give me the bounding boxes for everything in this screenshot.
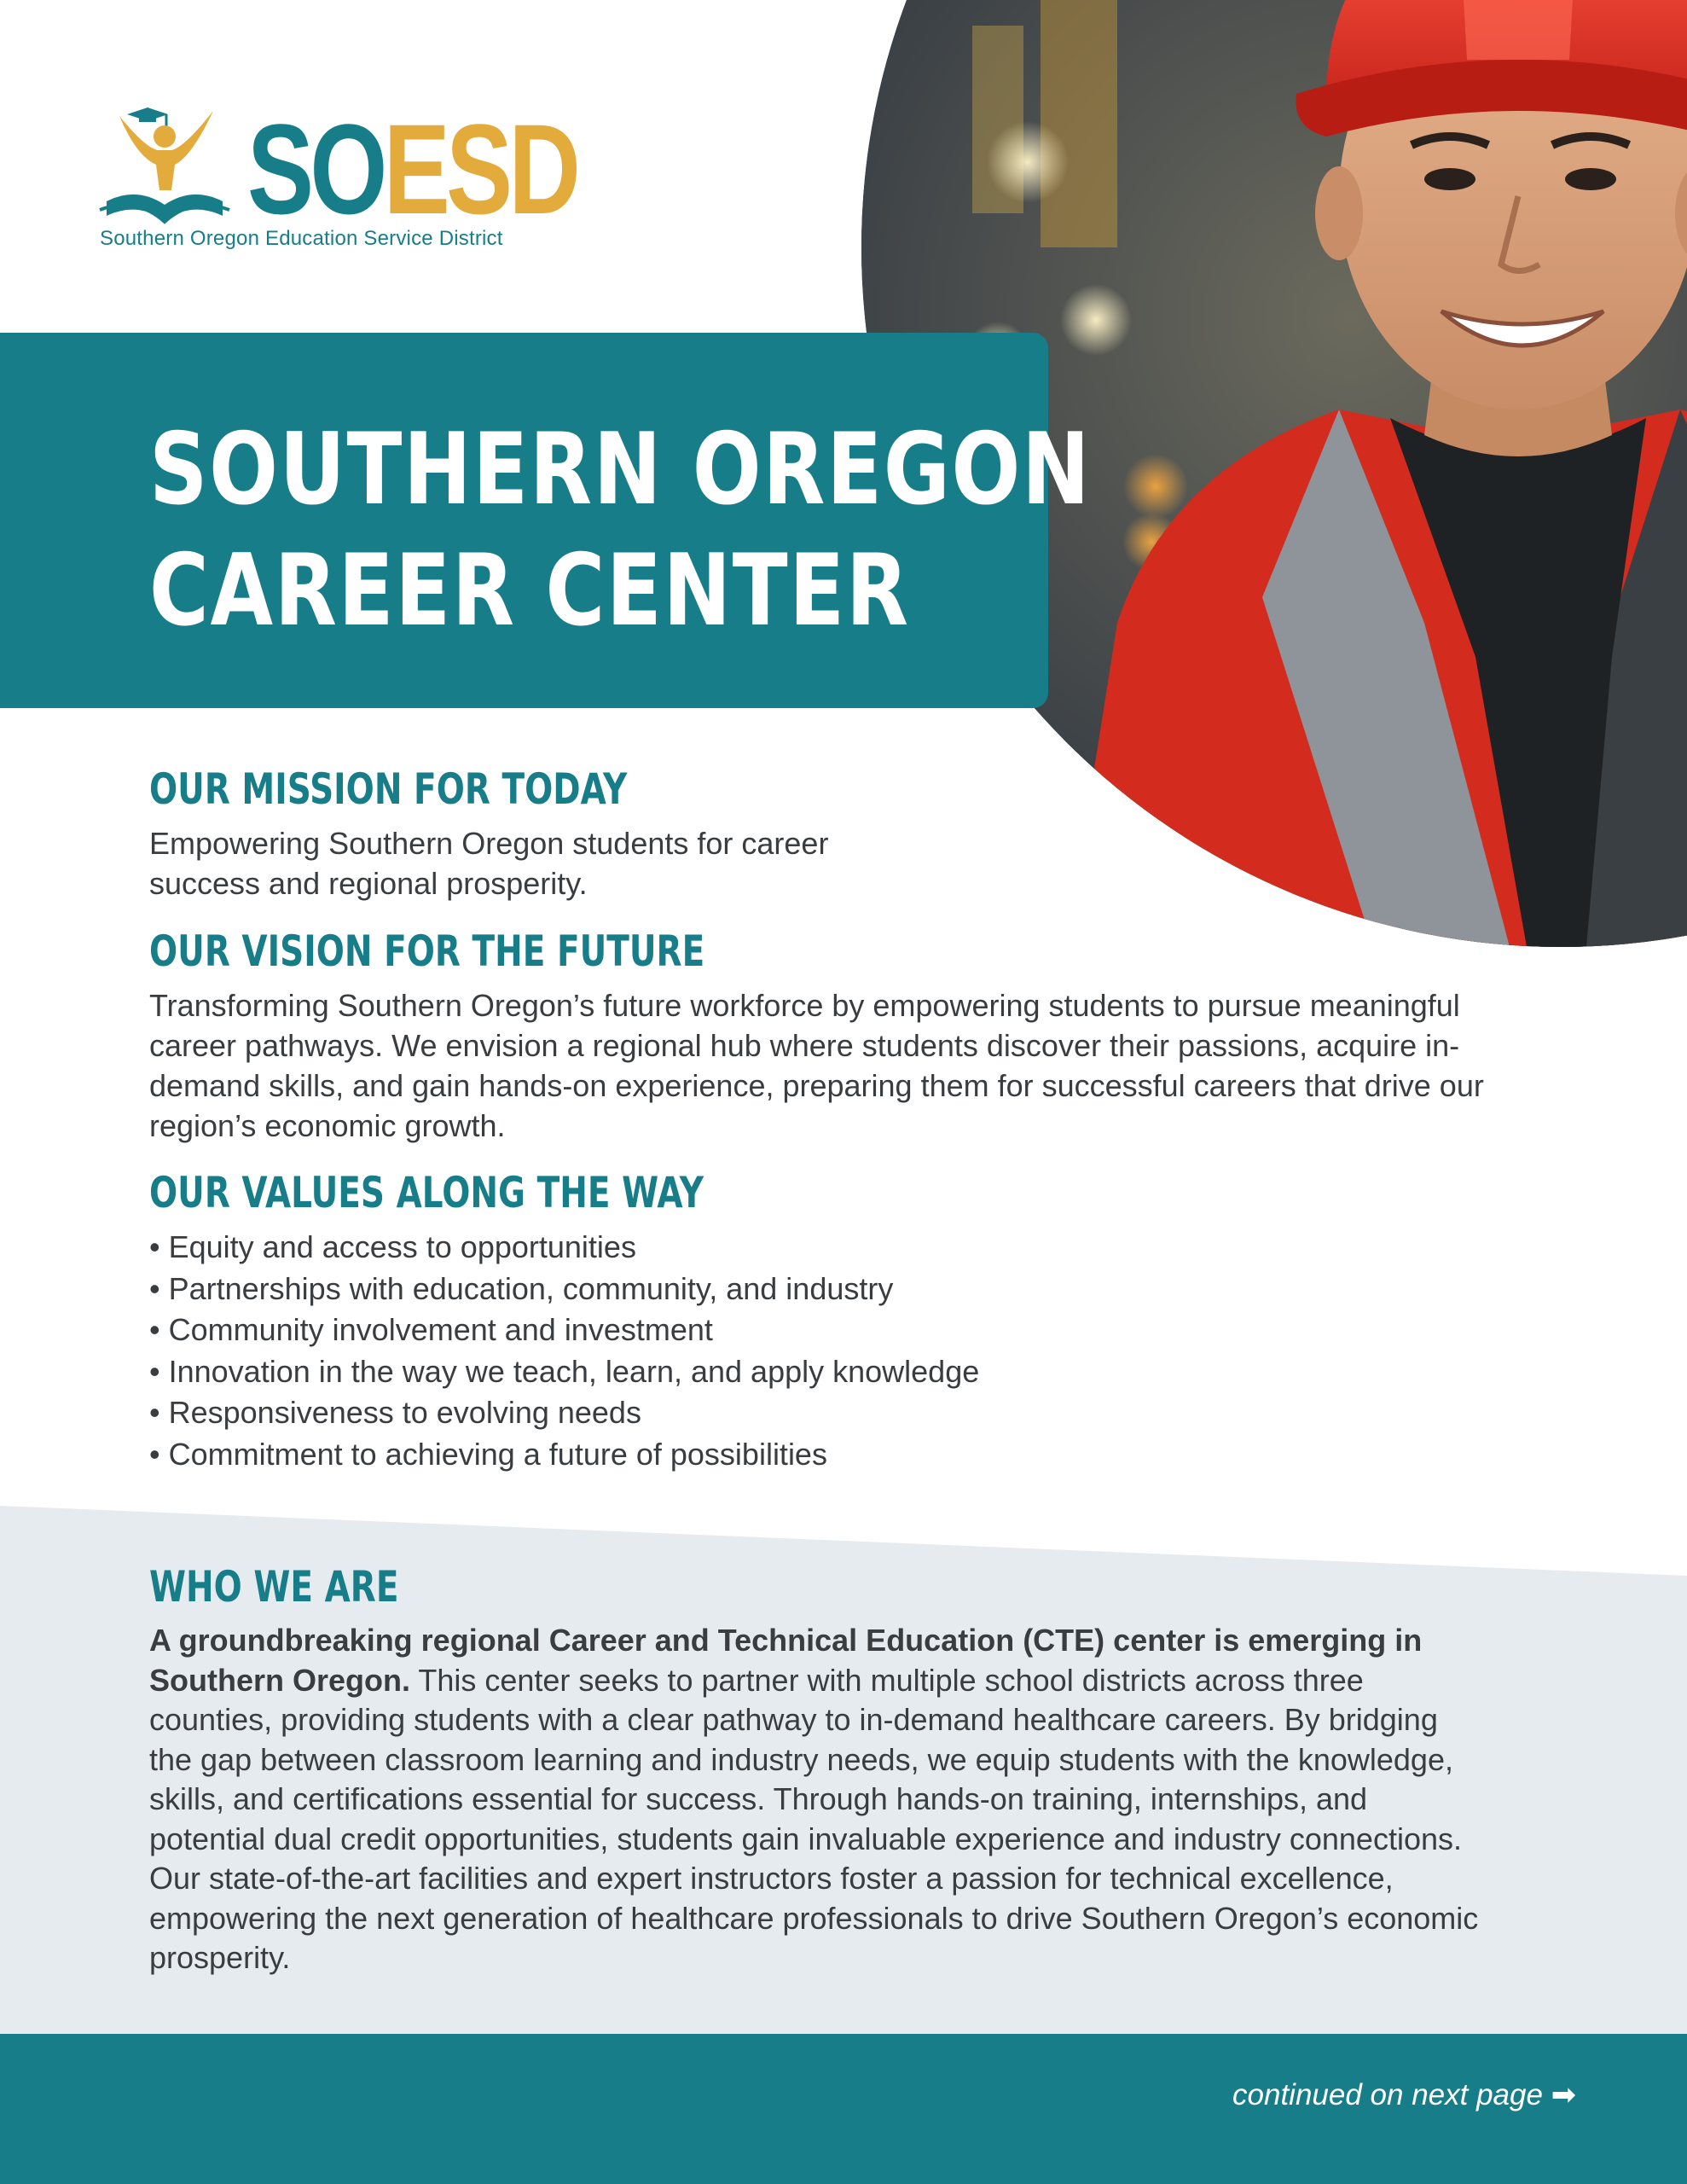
page-title — [149, 410, 1091, 652]
who-lead: A groundbreaking regional Career and Technical Education (CTE) center is emerging in Southern Oregon. — [149, 1623, 1423, 1698]
page-title-line2: CAREER CENTER — [149, 533, 910, 648]
values-heading: OUR VALUES ALONG THE WAY — [149, 1168, 704, 1217]
list-item: • Equity and access to opportunities — [149, 1227, 979, 1269]
vision-text: Transforming Southern Oregon’s future workforce by empowering students to pursue meaningful career pathways. We envision a regional hub where students discover their passions, acquire in-demand skills, and gain hands-on experience, preparing them for successful careers that drive our region’s economic growth. — [149, 988, 1484, 1143]
page-title-line1: SOUTHERN OREGON — [149, 412, 1092, 527]
logo-word-so: SO — [247, 97, 384, 241]
list-item: • Partnerships with education, community, and industry — [149, 1269, 979, 1310]
list-item: • Commitment to achieving a future of possibilities — [149, 1434, 979, 1476]
vision-heading: OUR VISION FOR THE FUTURE — [149, 926, 705, 976]
footer-bar — [0, 2034, 1687, 2184]
list-item: • Responsiveness to evolving needs — [149, 1392, 979, 1434]
who-body: This center seeks to partner with multiple school districts across three counties, providing students with a clear pathway to in-demand healthcare careers. By bridging the gap between classroom learning and industry needs, we equip students with the knowledge, skills, and certifications essential for success. Through hands-on training, internships, and potential dual credit opportunities, students gain invaluable experience and industry connections. Our state-of-the-art facilities and expert instructors foster a passion for technical excellence, empowering the next generation of healthcare professionals to drive Southern Oregon’s economic prosperity. — [149, 1662, 1479, 1975]
graduate-book-icon — [98, 101, 235, 229]
soesd-logo — [98, 97, 577, 254]
logo-wordmark — [247, 97, 577, 241]
who-heading: WHO WE ARE — [149, 1562, 399, 1612]
logo-tagline: Southern Oregon Education Service District — [100, 227, 503, 250]
who-text — [149, 1621, 1488, 1978]
values-list — [149, 1227, 979, 1475]
title-banner — [0, 333, 1092, 708]
logo-word-esd: ESD — [383, 97, 577, 241]
mission-text: Empowering Southern Oregon students for career success and regional prosperity. — [149, 826, 829, 901]
continued-link[interactable]: continued on next page ➡ — [1232, 2078, 1576, 2111]
list-item: • Innovation in the way we teach, learn, and apply knowledge — [149, 1351, 979, 1393]
mission-heading: OUR MISSION FOR TODAY — [149, 764, 628, 814]
list-item: • Community involvement and investment — [149, 1310, 979, 1351]
